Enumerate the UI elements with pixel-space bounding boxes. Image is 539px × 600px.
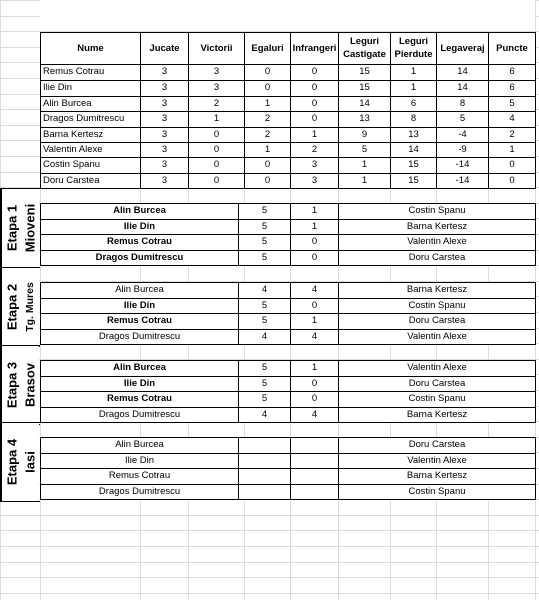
away-player: Valentin Alexe: [407, 330, 467, 342]
home-player: Alin Burcea: [115, 284, 164, 295]
column-header: [291, 32, 338, 64]
player-name: Costin Spanu: [43, 159, 101, 170]
stat-value: 3: [213, 82, 220, 93]
stage-border-vertical: [535, 203, 536, 266]
title-background: [40, 0, 535, 31]
away-player: Valentin Alexe: [407, 454, 467, 466]
stat-value: 3: [161, 144, 168, 155]
home-player: Alin Burcea: [115, 439, 164, 450]
gridline-horizontal: [0, 515, 539, 516]
column-header-line: Egaluri: [251, 42, 284, 54]
stat-value: 1: [213, 113, 220, 124]
stage-border-vertical: [338, 360, 339, 423]
stat-value: 0: [311, 98, 318, 109]
home-player: Ilie Din: [124, 454, 155, 466]
away-score: 0: [311, 251, 318, 263]
column-header-line: Nume: [77, 42, 104, 54]
gridline-horizontal: [0, 530, 539, 531]
player-name: Dragos Dumitrescu: [43, 113, 125, 124]
stage-location: Mioveni: [22, 203, 38, 252]
table-border-horizontal: [40, 157, 536, 158]
stage-label: Etapa 2: [4, 283, 20, 330]
stage-border-vertical: [238, 203, 239, 266]
column-header-line: Castigate: [343, 49, 386, 60]
table-border-horizontal: [40, 64, 536, 65]
stage-border-horizontal: [40, 376, 536, 377]
away-score: 4: [311, 284, 318, 295]
stage-label-top-border: [0, 345, 40, 346]
stat-value: 14: [408, 144, 419, 155]
player-name: Alin Burcea: [43, 98, 92, 109]
stage-border-horizontal: [40, 298, 536, 299]
stage-border-vertical: [290, 282, 291, 345]
stage-border-vertical: [238, 282, 239, 345]
away-score: 4: [311, 408, 318, 420]
stage-border-horizontal: [40, 437, 536, 438]
gridline-horizontal: [0, 546, 539, 547]
stage-location: Brasov: [22, 362, 38, 407]
stat-value: 3: [311, 175, 318, 186]
gridline-horizontal: [0, 562, 539, 563]
stat-value: 6: [509, 82, 515, 93]
column-header: [339, 32, 390, 64]
stat-value: 13: [408, 129, 419, 140]
stage-left-border: [0, 188, 2, 267]
column-header-line: Jucate: [149, 42, 180, 54]
stage-border-vertical: [290, 360, 291, 423]
stage-border-vertical: [338, 437, 339, 500]
player-name: Ilie Din: [43, 82, 73, 93]
column-header-line: Victorii: [200, 42, 233, 54]
stat-value: 14: [359, 98, 370, 109]
home-player: Dragos Dumitrescu: [98, 485, 181, 497]
away-score: [291, 484, 338, 500]
away-score: 0: [311, 393, 318, 404]
stage-border-vertical: [338, 282, 339, 345]
stage-border-horizontal: [40, 422, 536, 423]
stat-value: 1: [509, 144, 515, 155]
column-header-line: Infrangeri: [292, 42, 337, 54]
home-player: Remus Cotrau: [107, 315, 172, 326]
stage-label-bottom-border: [0, 501, 40, 502]
home-player: Alin Burcea: [113, 362, 166, 373]
stat-value: 0: [509, 159, 515, 170]
column-header: [391, 32, 436, 64]
away-score: 0: [311, 236, 318, 247]
player-name: Remus Cotrau: [43, 66, 105, 77]
stage-location: Tg. Mures: [24, 281, 36, 332]
stage-location: Iasi: [22, 450, 38, 473]
stat-value: 5: [361, 144, 368, 155]
away-player: Doru Carstea: [408, 251, 466, 263]
home-score: [239, 437, 290, 453]
column-header-line: Leguri: [349, 36, 380, 47]
home-score: 5: [261, 299, 268, 311]
stat-value: 0: [264, 66, 271, 77]
home-score: [239, 468, 290, 484]
column-header-line: Pierdute: [394, 49, 433, 60]
stat-value: 0: [213, 159, 220, 170]
away-score: 1: [311, 205, 318, 216]
stat-value: 3: [161, 66, 168, 77]
home-score: 4: [261, 408, 268, 420]
away-score: [291, 468, 338, 484]
away-score: [291, 437, 338, 453]
stat-value: -9: [458, 144, 467, 155]
away-player: Doru Carstea: [408, 439, 466, 450]
stat-value: 0: [213, 175, 220, 186]
column-header: [437, 32, 488, 64]
home-score: 5: [261, 205, 268, 216]
stage-border-horizontal: [40, 468, 536, 469]
home-player: Remus Cotrau: [107, 236, 172, 247]
home-player: Ilie Din: [123, 377, 156, 389]
table-border-horizontal: [40, 111, 536, 112]
home-score: 5: [261, 377, 268, 389]
away-player: Barna Kertesz: [406, 284, 468, 295]
table-border-horizontal: [40, 188, 536, 189]
away-player: Doru Carstea: [408, 315, 466, 326]
stage-border-vertical: [290, 203, 291, 266]
stat-value: 0: [213, 129, 220, 140]
stat-value: 3: [161, 129, 168, 140]
away-score: 0: [311, 377, 318, 389]
stat-value: 0: [311, 113, 318, 124]
away-player: Valentin Alexe: [407, 236, 467, 247]
home-player: Dragos Dumitrescu: [98, 330, 181, 342]
table-border-horizontal: [40, 32, 536, 33]
stat-value: 3: [161, 98, 168, 109]
stat-value: 2: [509, 129, 515, 140]
away-score: 4: [311, 330, 318, 342]
stage-border-horizontal: [40, 484, 536, 485]
stage-border-horizontal: [40, 282, 536, 283]
stat-value: 1: [361, 159, 368, 170]
stage-border-horizontal: [40, 499, 536, 500]
away-player: Costin Spanu: [408, 205, 466, 216]
home-player: Ilie Din: [123, 220, 156, 232]
home-player: Remus Cotrau: [107, 393, 172, 404]
stat-value: -14: [455, 175, 470, 186]
stage-border-horizontal: [40, 250, 536, 251]
away-score: 1: [311, 362, 318, 373]
column-header-line: Puncte: [496, 42, 528, 54]
table-border-horizontal: [40, 80, 536, 81]
stat-value: 0: [311, 82, 318, 93]
stage-label: Etapa 1: [4, 204, 20, 251]
stat-value: 0: [509, 175, 515, 186]
stage-label-top-border: [0, 422, 40, 423]
stat-value: 1: [410, 66, 417, 77]
stat-value: 9: [361, 129, 368, 140]
stat-value: 1: [361, 175, 368, 186]
stage-border-vertical: [40, 437, 41, 500]
stage-label: Etapa 3: [4, 361, 20, 408]
stage-left-border: [0, 267, 2, 346]
stage-border-vertical: [238, 437, 239, 500]
stat-value: 8: [410, 113, 417, 124]
table-border-horizontal: [40, 96, 536, 97]
stat-value: 13: [359, 113, 370, 124]
stage-left-border: [0, 422, 2, 501]
gridline-horizontal: [0, 577, 539, 578]
stat-value: 0: [213, 144, 220, 155]
stat-value: 6: [410, 98, 417, 109]
home-score: 5: [261, 315, 268, 326]
home-score: 4: [261, 284, 268, 295]
stage-border-horizontal: [40, 391, 536, 392]
stat-value: 0: [264, 159, 271, 170]
home-score: 5: [261, 362, 268, 373]
home-score: [239, 484, 290, 500]
home-player: Ilie Din: [123, 299, 156, 311]
stat-value: 1: [410, 82, 417, 93]
away-score: 0: [311, 299, 318, 311]
away-score: [291, 453, 338, 469]
table-border-horizontal: [40, 142, 536, 143]
stage-border-horizontal: [40, 453, 536, 454]
stage-border-horizontal: [40, 360, 536, 361]
stage-border-horizontal: [40, 313, 536, 314]
column-header: [489, 32, 535, 64]
stat-value: 2: [311, 144, 318, 155]
stage-border-horizontal: [40, 203, 536, 204]
stage-border-vertical: [535, 360, 536, 423]
stage-border-horizontal: [40, 329, 536, 330]
away-player: Barna Kertesz: [406, 220, 468, 232]
stat-value: 6: [509, 66, 515, 77]
stat-value: 2: [264, 113, 271, 124]
stat-value: 3: [161, 82, 168, 93]
stat-value: 0: [264, 82, 271, 93]
stat-value: 2: [213, 98, 220, 109]
stage-label-top-border: [0, 188, 40, 189]
home-score: 5: [261, 393, 268, 404]
stage-left-border: [0, 345, 2, 424]
stat-value: 1: [264, 144, 271, 155]
stat-value: 14: [457, 66, 468, 77]
gridline-horizontal: [0, 593, 539, 594]
stage-border-horizontal: [40, 407, 536, 408]
stage-border-horizontal: [40, 234, 536, 235]
stage-border-vertical: [535, 437, 536, 500]
player-name: Doru Carstea: [43, 175, 100, 186]
stage-border-vertical: [290, 437, 291, 500]
stat-value: 14: [457, 82, 468, 93]
stage-border-vertical: [40, 203, 41, 266]
away-player: Costin Spanu: [408, 393, 466, 404]
stat-value: -14: [455, 159, 470, 170]
stage-border-horizontal: [40, 265, 536, 266]
away-player: Costin Spanu: [408, 299, 466, 311]
stat-value: 15: [359, 66, 370, 77]
away-player: Doru Carstea: [408, 377, 466, 389]
home-player: Remus Cotrau: [108, 470, 171, 481]
stat-value: 0: [264, 175, 271, 186]
stat-value: 5: [459, 113, 466, 124]
stage-border-horizontal: [40, 219, 536, 220]
stage-label-top-border: [0, 267, 40, 268]
stat-value: 15: [359, 82, 370, 93]
stage-border-vertical: [40, 360, 41, 423]
away-player: Valentin Alexe: [407, 362, 467, 373]
away-player: Barna Kertesz: [406, 470, 468, 481]
table-border-horizontal: [40, 127, 536, 128]
column-header: [189, 32, 244, 64]
home-player: Dragos Dumitrescu: [95, 251, 184, 263]
column-header: [245, 32, 290, 64]
home-player: Alin Burcea: [113, 205, 166, 216]
home-score: 5: [261, 251, 268, 263]
stat-value: 1: [311, 129, 318, 140]
stat-value: 15: [408, 175, 419, 186]
stage-border-vertical: [338, 203, 339, 266]
stage-label: Etapa 4: [4, 438, 20, 485]
column-header-line: Legaveraj: [440, 42, 485, 54]
player-name: Valentin Alexe: [43, 144, 103, 155]
home-score: 4: [261, 330, 268, 342]
stat-value: 5: [509, 98, 515, 109]
stage-border-vertical: [40, 282, 41, 345]
stat-value: 3: [213, 66, 220, 77]
home-score: 5: [261, 236, 268, 247]
away-score: 1: [311, 220, 318, 232]
player-name: Barna Kertesz: [43, 129, 104, 140]
stat-value: 2: [264, 129, 271, 140]
stat-value: 3: [161, 113, 168, 124]
away-score: 1: [311, 315, 318, 326]
stat-value: 1: [264, 98, 271, 109]
stat-value: 15: [408, 159, 419, 170]
table-border-horizontal: [40, 173, 536, 174]
away-player: Barna Kertesz: [406, 408, 468, 420]
stat-value: 3: [161, 175, 168, 186]
stage-border-vertical: [238, 360, 239, 423]
stage-border-horizontal: [40, 344, 536, 345]
away-player: Costin Spanu: [408, 485, 466, 497]
stat-value: 4: [509, 113, 515, 124]
column-header-line: Leguri: [398, 36, 429, 47]
stat-value: 8: [459, 98, 466, 109]
stat-value: 3: [161, 159, 168, 170]
stat-value: 0: [311, 66, 318, 77]
home-player: Dragos Dumitrescu: [98, 408, 181, 420]
column-header: [41, 32, 140, 64]
home-score: [239, 453, 290, 469]
home-score: 5: [261, 220, 268, 232]
stat-value: -4: [458, 129, 467, 140]
stat-value: 3: [311, 159, 318, 170]
stage-border-vertical: [535, 282, 536, 345]
column-header: [141, 32, 188, 64]
